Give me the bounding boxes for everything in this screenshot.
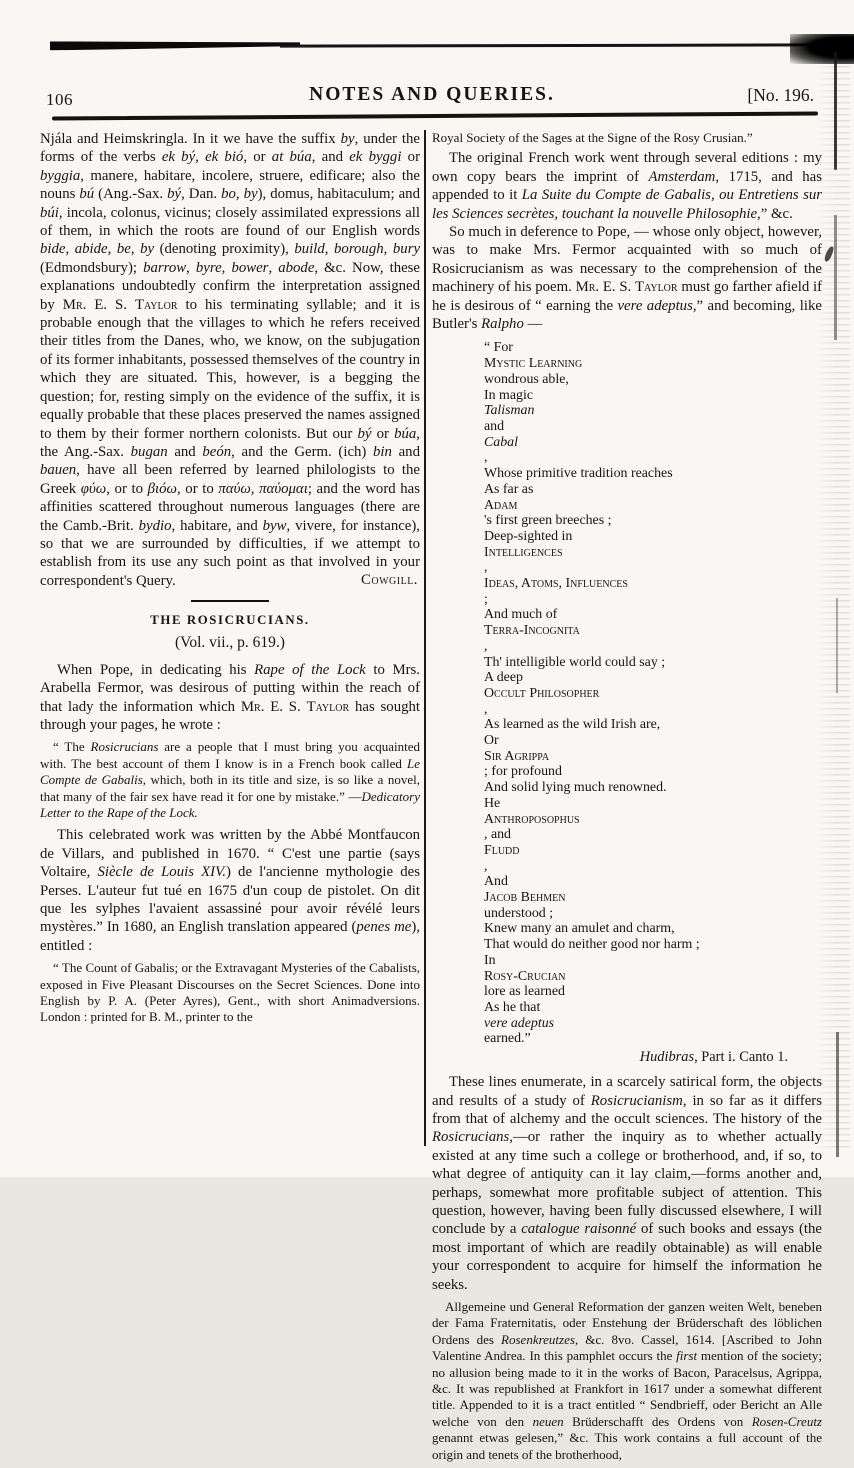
page-number: 106 (46, 90, 73, 109)
verse-line: He Anthroposophus , and Fludd , (484, 795, 580, 874)
verse-line: In magic Talisman and Cabal , (484, 387, 535, 466)
verse-line: That would do neither good nor harm ; (484, 937, 700, 953)
verse-line: Whose primitive tradition reaches (484, 466, 673, 482)
issue-number: [No. 196. (747, 85, 814, 105)
section-reference: (Vol. vii., p. 619.) (175, 633, 285, 651)
scan-artifact-edge-mark (836, 1032, 839, 1157)
scan-artifact-top-line (280, 43, 825, 47)
article-paragraph: Njála and Heimskringla. In it we have the suffix by, under the forms of the verbs ek bý, ek bió, or at búa, and ek byggi or byggia, manere, habitare, incolere, struere, edificare; also the nouns bú (Ang.-Sax. bý, Dan. bo, by), domus, habitaculum; and búi, incola, colonus, vicinus; closely assimilated expressions all of them, in which the roots are found of our English words bide, abide, be, by (denoting proximity), build, borough, bury (Edmondsbury); barrow, byre, bower, abode, &c. Now, these explanations undoubtedly confirm the interpretation assigned by Mr. E. S. Taylor to his terminating syllable; and it is probable enough that the villages to which he refers received their titles from the Danes, who, we know, on the subjugation of its former inhabitants, possessed themselves of the country in which they are situated. This, however, is a begging the question; for, resting simply on the evidence of the suffix, it is equally probable that these places preserved the names assigned to them by their former northern colonists. But our bý or búa, the Ang.-Sax. bugan and beón, and the Germ. (ich) bin and bauen, have all been referred by learned philologists to the Greek φύω, or to βιόω, or to παύω, παύομαι; and the word has affinities scattered throughout numerous languages (there are the Camb.-Brit. bydio, habitare, and byw, vivere, for instance), so that we are surrounded by difficulties, if we attempt to establish from its use any such point as that involved in your correspondent's Query. (40, 131, 421, 589)
verse-line: A deep Occult Philosopher , (484, 670, 600, 717)
article-paragraph: This celebrated work was written by the Abbé Montfaucon de Villars, and published in 1670. “ C'est une partie (says Voltaire, Siècle de Louis XIV.) de l'ancienne mythologie des Perses. L'auteur fut tué en 1675 d'un coup de pistolet. On dit que les sylphes l'avaient assassiné pour avoir révélé leurs mystères.” In 1680, an English translation appeared (penes me), entitled : (40, 827, 420, 954)
verse-attribution: Hudibras, Part i. Canto 1. (639, 1049, 788, 1066)
article-paragraph: So much in deference to Pope, — whose only object, however, was to make Mrs. Fermor acquainted with so much of Rosicrucianism as was necessary to the comprehension of the machinery of his poem. Mr. E. S. Taylor must go farther afield if he is desirous of “ earning the vere adeptus,” and becoming, like Butler's Ralpho — (432, 224, 822, 333)
verse-line: Deep-sighted in Intelligences , (484, 528, 573, 576)
text-columns (40, 130, 824, 1468)
header-rule (52, 111, 818, 120)
section-divider (191, 600, 269, 602)
verse-line: And solid lying much renowned. (484, 780, 667, 796)
verse-line: As learned as the wild Irish are, (484, 717, 661, 733)
quotation-paragraph: “ The Rosicrucians are a people that I must bring you acquainted with. The best account of them I know is in a French book called Le Compte de Gabalis, which, both in its title and size, is so like a novel, that many of the fair sex have read it for one by mistake.” —Dedicatory Letter to the Rape of the Lock. (40, 739, 420, 821)
page-header (44, 84, 820, 110)
right-column (428, 130, 822, 1468)
bibliography-entry: Allgemeine und General Reformation der ganzen weiten Welt, beneben der Fama Fraternitatis, oder Enstehung der Brüderschaft des löblichen Ordens des Rosenkreutzes, &c. 8vo. Cassel, 1614. [Ascribed to John Valentine Andrea. In this pamphlet occurs the first mention of the society; no allusion being made to it in the works of Bacon, Paracelsus, Agrippa, &c. It was republished at Frankfort in 1617 under a somewhat different title. Appended to it is a tract entitled “ Sendbrieff, oder Bericht an Alle welche von den neuen Brüderschafft des Ordens von Rosen-Creutz genannt etwas gelesen,” &c. This work contains a full account of the origin and tenets of the brotherhood, (432, 1298, 822, 1462)
verse-line: And Jacob Behmen understood ; (484, 874, 566, 921)
scan-artifact-edge-mark (836, 598, 838, 693)
article-paragraph: These lines enumerate, in a scarcely satirical form, the objects and results of a study of Rosicrucianism, in so far as it differs from that of alchemy and the occult sciences. The history of the Rosicrucians,—or rather the inquiry as to whether actually existed at any time such a college or brotherhood, and, if so, to what degree of antiquity can it lay claim,—forms another and, perhaps, somewhat more profitable subject of attention. This question, however, having been fully discussed elsewhere, I will conclude by a catalogue raisonné of such books and essays (the most important of which are readily obtainable) as will enable your correspondent to acquire for himself the information he seeks. (432, 1074, 822, 1293)
verse-line: Ideas, Atoms, Influences ; (484, 576, 628, 607)
verse-line: Or Sir Agrippa ; for profound (484, 733, 562, 780)
left-column (40, 130, 420, 1468)
verse-line: And much of Terra-Incognita , (484, 607, 580, 654)
verse-line: Knew many an amulet and charm, (484, 921, 675, 937)
author-signature: Cowgill. (361, 571, 418, 588)
article-paragraph: When Pope, in dedicating his Rape of the Lock to Mrs. Arabella Fermor, was desirous of putting within the reach of that lady the information which Mr. E. S. Taylor has sought through your pages, he wrote : (40, 661, 420, 733)
scan-artifact-edge-mark (834, 52, 837, 170)
verse-line: As he that vere adeptus earned.” (484, 1000, 555, 1047)
column-rule (424, 130, 426, 1146)
verse-line: Th' intelligible world could say ; (484, 654, 666, 670)
verse-line: In Rosy-Crucian lore as learned (484, 952, 566, 1000)
journal-title: NOTES AND QUERIES. (309, 84, 555, 105)
verse-line: “ For Mystic Learning wondrous able, (484, 340, 583, 387)
scan-artifact-top-bar (50, 41, 300, 51)
verse-line: As far as Adam 's first green breeches ; (484, 481, 612, 529)
scan-artifact-edge-mark (834, 215, 837, 340)
verse-quotation (484, 340, 822, 1047)
quotation-continuation: Royal Society of the Sages at the Signe of the Rosy Crusian.” (432, 130, 753, 145)
article-paragraph: The original French work went through several editions : my own copy bears the imprint of Amsterdam, 1715, and has appended to it La Suite du Compte de Gabalis, ou Entretiens sur les Sciences secrètes, touchant la nouvelle Philosophie,” &c. (432, 150, 822, 222)
quotation-paragraph: “ The Count of Gabalis; or the Extravagant Mysteries of the Cabalists, exposed in Five Pleasant Discourses on the Secret Sciences. Done into English by P. A. (Peter Ayres), Gent., with short Animadversions. London : printed for B. M., printer to the (40, 960, 420, 1025)
section-heading: THE ROSICRUCIANS. (150, 612, 310, 627)
